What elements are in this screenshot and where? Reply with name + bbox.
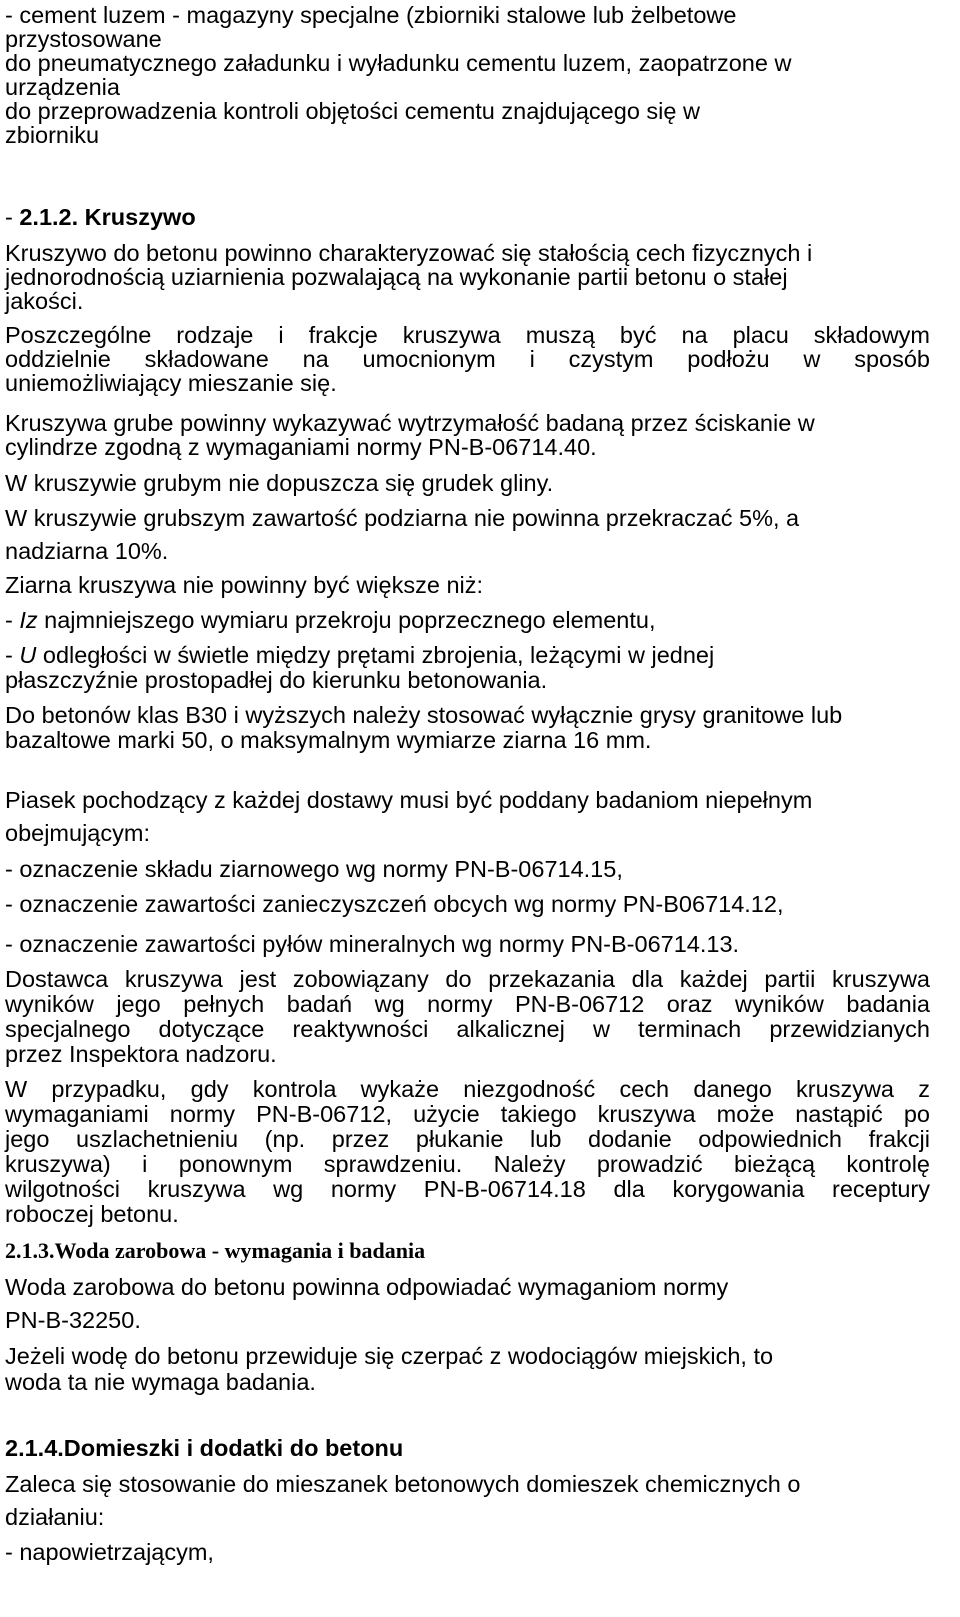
cement-item-line-4: urządzenia <box>5 74 120 100</box>
paragraph-9-line-1: Dostawca kruszywa jest zobowiązany do przekazania dla każdej partii kruszywa <box>5 966 930 992</box>
paragraph-8-line-2: obejmującym: <box>5 820 150 846</box>
water-paragraph-2-line-1: Jeżeli wodę do betonu przewiduje się czerpać z wodociągów miejskich, to <box>5 1343 774 1369</box>
paragraph-7-line-1: Do betonów klas B30 i wyższych należy stosować wyłącznie grysy granitowe lub <box>5 702 843 728</box>
paragraph-6: Ziarna kruszywa nie powinny być większe niż: <box>5 572 484 598</box>
water-paragraph-1-line-2: PN-B-32250. <box>5 1307 141 1333</box>
admixtures-paragraph-line-1: Zaleca się stosowanie do mieszanek betonowych domieszek chemicznych o <box>5 1471 801 1497</box>
cement-item-line-1: - cement luzem - magazyny specjalne (zbiorniki stalowe lub żelbetowe <box>5 2 737 28</box>
paragraph-3-line-2: cylindrze zgodną z wymaganiami normy PN-B-06714.40. <box>5 434 597 460</box>
paragraph-1-line-2: jednorodnością uziarnienia pozwalającą na wykonanie partii betonu o stałej <box>5 264 788 290</box>
paragraph-2-line-3: uniemożliwiający mieszanie się. <box>5 370 337 396</box>
item-text: odległości w świetle między prętami zbrojenia, leżącymi w jednej <box>36 642 715 668</box>
cement-item-line-3: do pneumatycznego załadunku i wyładunku cementu luzem, zaopatrzone w <box>5 50 792 76</box>
symbol-u: U <box>19 642 37 668</box>
paragraph-5-line-1: W kruszywie grubszym zawartość podziarna nie powinna przekraczać 5%, a <box>5 505 800 531</box>
admixtures-paragraph-line-2: działaniu: <box>5 1504 105 1530</box>
list-item-iz <box>5 608 655 632</box>
list-item-u <box>5 643 714 667</box>
paragraph-10-line-6: roboczej betonu. <box>5 1201 179 1227</box>
paragraph-2-line-2: oddzielnie składowane na umocnionym i czystym podłożu w sposób <box>5 346 930 372</box>
heading-text: 2.1.2. Kruszywo <box>19 204 196 230</box>
paragraph-5-line-2: nadziarna 10%. <box>5 538 169 564</box>
paragraph-10-line-5: wilgotności kruszywa wg normy PN-B-06714.18 dla korygowania receptury <box>5 1176 930 1202</box>
paragraph-3-line-1: Kruszywa grube powinny wykazywać wytrzymałość badaną przez ściskanie w <box>5 410 815 436</box>
paragraph-4: W kruszywie grubym nie dopuszcza się grudek gliny. <box>5 470 554 496</box>
paragraph-10-line-3: jego uszlachetnieniu (np. przez płukanie lub dodanie odpowiednich frakcji <box>5 1126 930 1152</box>
cement-item-line-2: przystosowane <box>5 26 162 52</box>
water-paragraph-2-line-2: woda ta nie wymaga badania. <box>5 1369 316 1395</box>
paragraph-10-line-4: kruszywa) i ponownym sprawdzeniu. Należy prowadzić bieżącą kontrolę <box>5 1151 930 1177</box>
cement-item-line-6: zbiorniku <box>5 122 100 148</box>
test-list-item-2: - oznaczenie zawartości zanieczyszczeń obcych wg normy PN-B06714.12, <box>5 891 784 917</box>
paragraph-9-line-2: wyników jego pełnych badań wg normy PN-B-06712 oraz wyników badania <box>5 991 930 1017</box>
paragraph-10-line-1: W przypadku, gdy kontrola wykaże niezgodność cech danego kruszywa z <box>5 1076 930 1102</box>
paragraph-1-line-3: jakości. <box>5 288 84 314</box>
item-text: najmniejszego wymiaru przekroju poprzecznego elementu, <box>37 607 656 633</box>
water-paragraph-1-line-1: Woda zarobowa do betonu powinna odpowiadać wymaganiom normy <box>5 1274 729 1300</box>
dash: - <box>5 642 20 668</box>
paragraph-8-line-1: Piasek pochodzący z każdej dostawy musi być poddany badaniom niepełnym <box>5 787 813 813</box>
paragraph-2-line-1: Poszczególne rodzaje i frakcje kruszywa muszą być na placu składowym <box>5 322 930 348</box>
symbol-iz: Iz <box>19 607 38 633</box>
heading-dash: - <box>5 204 20 230</box>
paragraph-10-line-2: wymaganiami normy PN-B-06712, użycie takiego kruszywa może nastąpić po <box>5 1101 930 1127</box>
list-item-u-continued: płaszczyźnie prostopadłej do kierunku betonowania. <box>5 667 548 693</box>
paragraph-1-line-1: Kruszywo do betonu powinno charakteryzować się stałością cech fizycznych i <box>5 240 813 266</box>
section-heading-2-1-3: 2.1.3.Woda zarobowa - wymagania i badania <box>5 1238 426 1263</box>
section-heading-2-1-2 <box>5 205 196 229</box>
cement-item-line-5: do przeprowadzenia kontroli objętości cementu znajdującego się w <box>5 98 700 124</box>
admixtures-list-item-1: - napowietrzającym, <box>5 1539 214 1565</box>
test-list-item-1: - oznaczenie składu ziarnowego wg normy PN-B-06714.15, <box>5 856 623 882</box>
dash: - <box>5 607 20 633</box>
paragraph-9-line-3: specjalnego dotyczące reaktywności alkalicznej w terminach przewidzianych <box>5 1016 930 1042</box>
test-list-item-3: - oznaczenie zawartości pyłów mineralnych wg normy PN-B-06714.13. <box>5 931 740 957</box>
paragraph-7-line-2: bazaltowe marki 50, o maksymalnym wymiarze ziarna 16 mm. <box>5 727 652 753</box>
section-heading-2-1-4: 2.1.4.Domieszki i dodatki do betonu <box>5 1435 404 1461</box>
paragraph-9-line-4: przez Inspektora nadzoru. <box>5 1041 277 1067</box>
